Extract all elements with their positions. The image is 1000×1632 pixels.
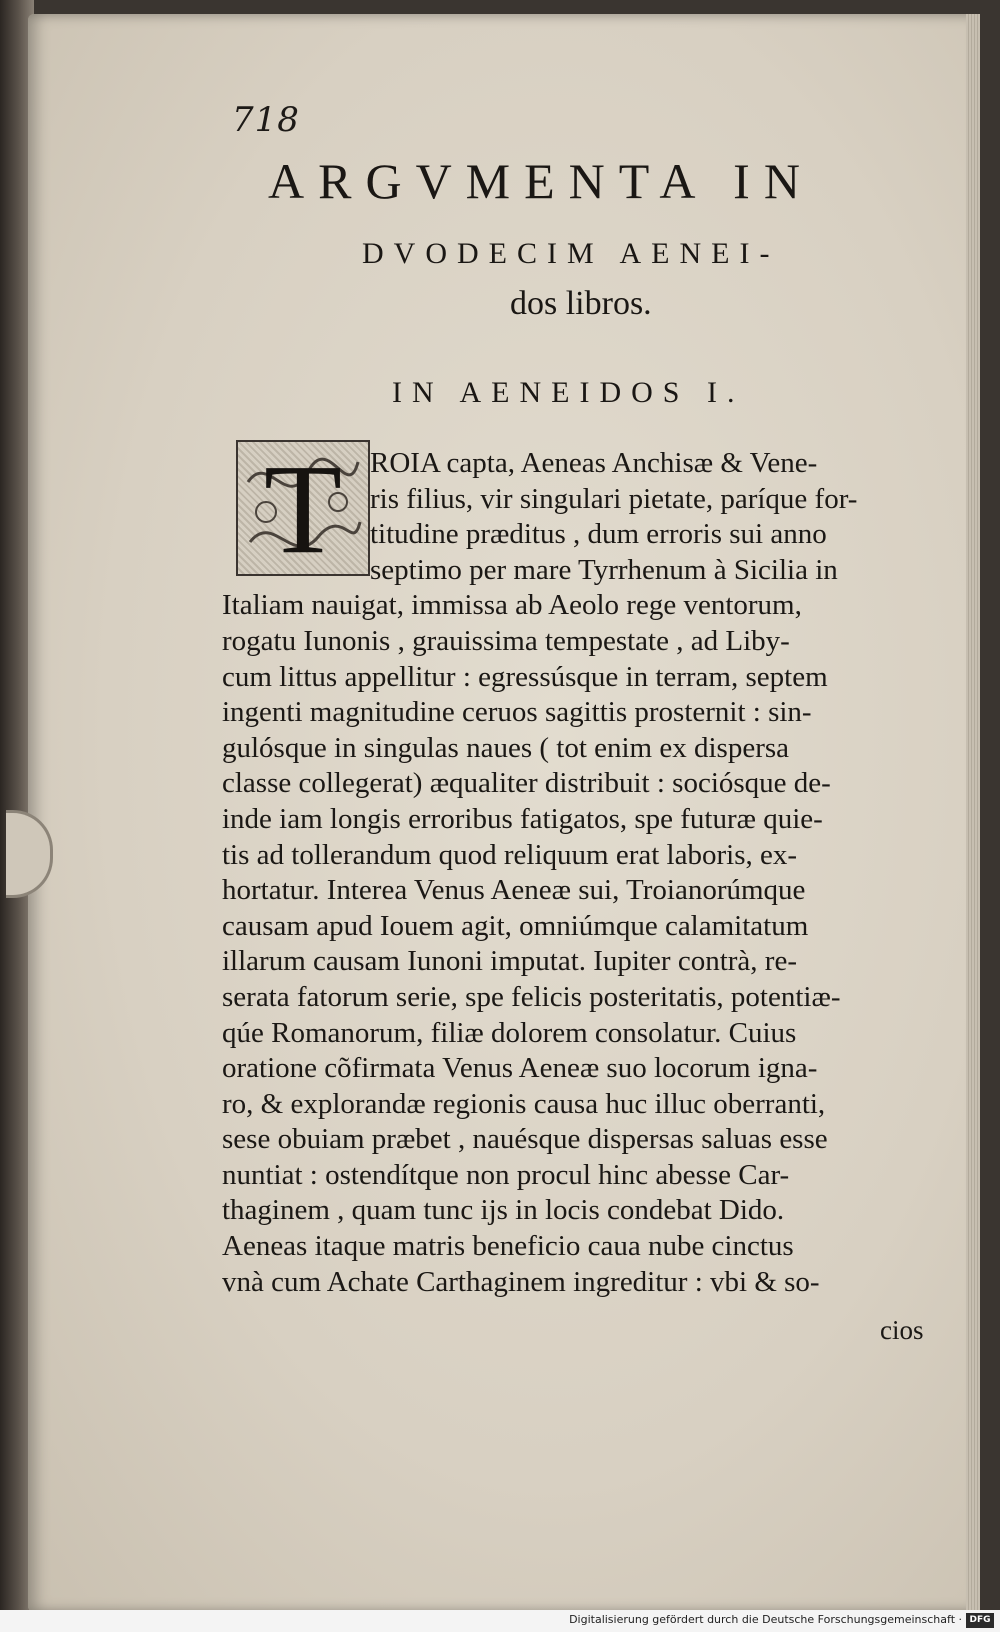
footer-credit: Digitalisierung gefördert durch die Deutsche Forschungsgemeinschaft ·	[569, 1613, 962, 1626]
text-line: sese obuiam præbet , nauésque dispersas saluas esse	[222, 1123, 828, 1156]
text-line: ro, & explorandæ regionis causa huc illuc oberranti,	[222, 1087, 826, 1120]
text-line: ingenti magnitudine ceruos sagittis prosternit : sin-	[222, 696, 812, 729]
text-line: cum littus appellitur : egressúsque in terram, septem	[222, 660, 828, 693]
page-edge	[966, 14, 980, 1612]
text-line: classe collegerat) æqualiter distribuit : sociósque de-	[222, 767, 831, 800]
dfg-logo: DFG	[966, 1613, 994, 1628]
text-line: oratione cõfirmata Venus Aeneæ suo locorum igna-	[222, 1052, 818, 1085]
text-line: titudine præditus , dum erroris sui anno	[370, 518, 827, 551]
text-line: gulósque in singulas naues ( tot enim ex dispersa	[222, 731, 790, 764]
text-line: serata fatorum serie, spe felicis posteritatis, potentiæ-	[222, 980, 841, 1013]
body-text	[222, 446, 928, 1300]
text-line: illarum causam Iunoni imputat. Iupiter contrà, re-	[222, 945, 797, 978]
page-title: ARGVMENTA IN	[268, 153, 814, 209]
text-line: tis ad tollerandum quod reliquum erat laboris, ex-	[222, 838, 798, 871]
text-line: septimo per mare Tyrrhenum à Sicilia in	[370, 553, 838, 586]
catchword: cios	[880, 1315, 924, 1345]
text-line: thaginem , quam tunc ijs in locis condebat Dido.	[222, 1194, 785, 1227]
text-line: rogatu Iunonis , grauissima tempestate , ad Liby-	[222, 624, 790, 657]
page-subtitle: DVODECIM AENEI-	[362, 237, 780, 270]
section-heading: IN AENEIDOS I.	[392, 376, 745, 409]
page-number: 718	[232, 100, 300, 140]
text-line: vnà cum Achate Carthaginem ingreditur : vbi & so-	[222, 1265, 820, 1298]
text-line: Italiam nauigat, immissa ab Aeolo rege ventorum,	[222, 589, 802, 622]
text-line: qúe Romanorum, filiæ dolorem consolatur. Cuius	[222, 1016, 797, 1049]
text-line: causam apud Iouem agit, omniúmque calamitatum	[222, 909, 809, 942]
text-line: ris filius, vir singulari pietate, paríque for-	[370, 482, 858, 515]
initial-letter: T	[263, 438, 343, 580]
text-line: hortatur. Interea Venus Aeneæ sui, Troianorúmque	[222, 874, 806, 907]
text-line: nuntiat : ostendítque non procul hinc abesse Car-	[222, 1158, 790, 1191]
footer-bar	[0, 1610, 1000, 1632]
text-line: ROIA capta, Aeneas Anchisæ & Vene-	[370, 447, 818, 479]
text-line: Aeneas itaque matris beneficio caua nube cinctus	[222, 1230, 794, 1263]
page-subtitle-continued: dos libros.	[510, 285, 652, 322]
text-line: inde iam longis erroribus fatigatos, spe futuræ quie-	[222, 802, 823, 835]
